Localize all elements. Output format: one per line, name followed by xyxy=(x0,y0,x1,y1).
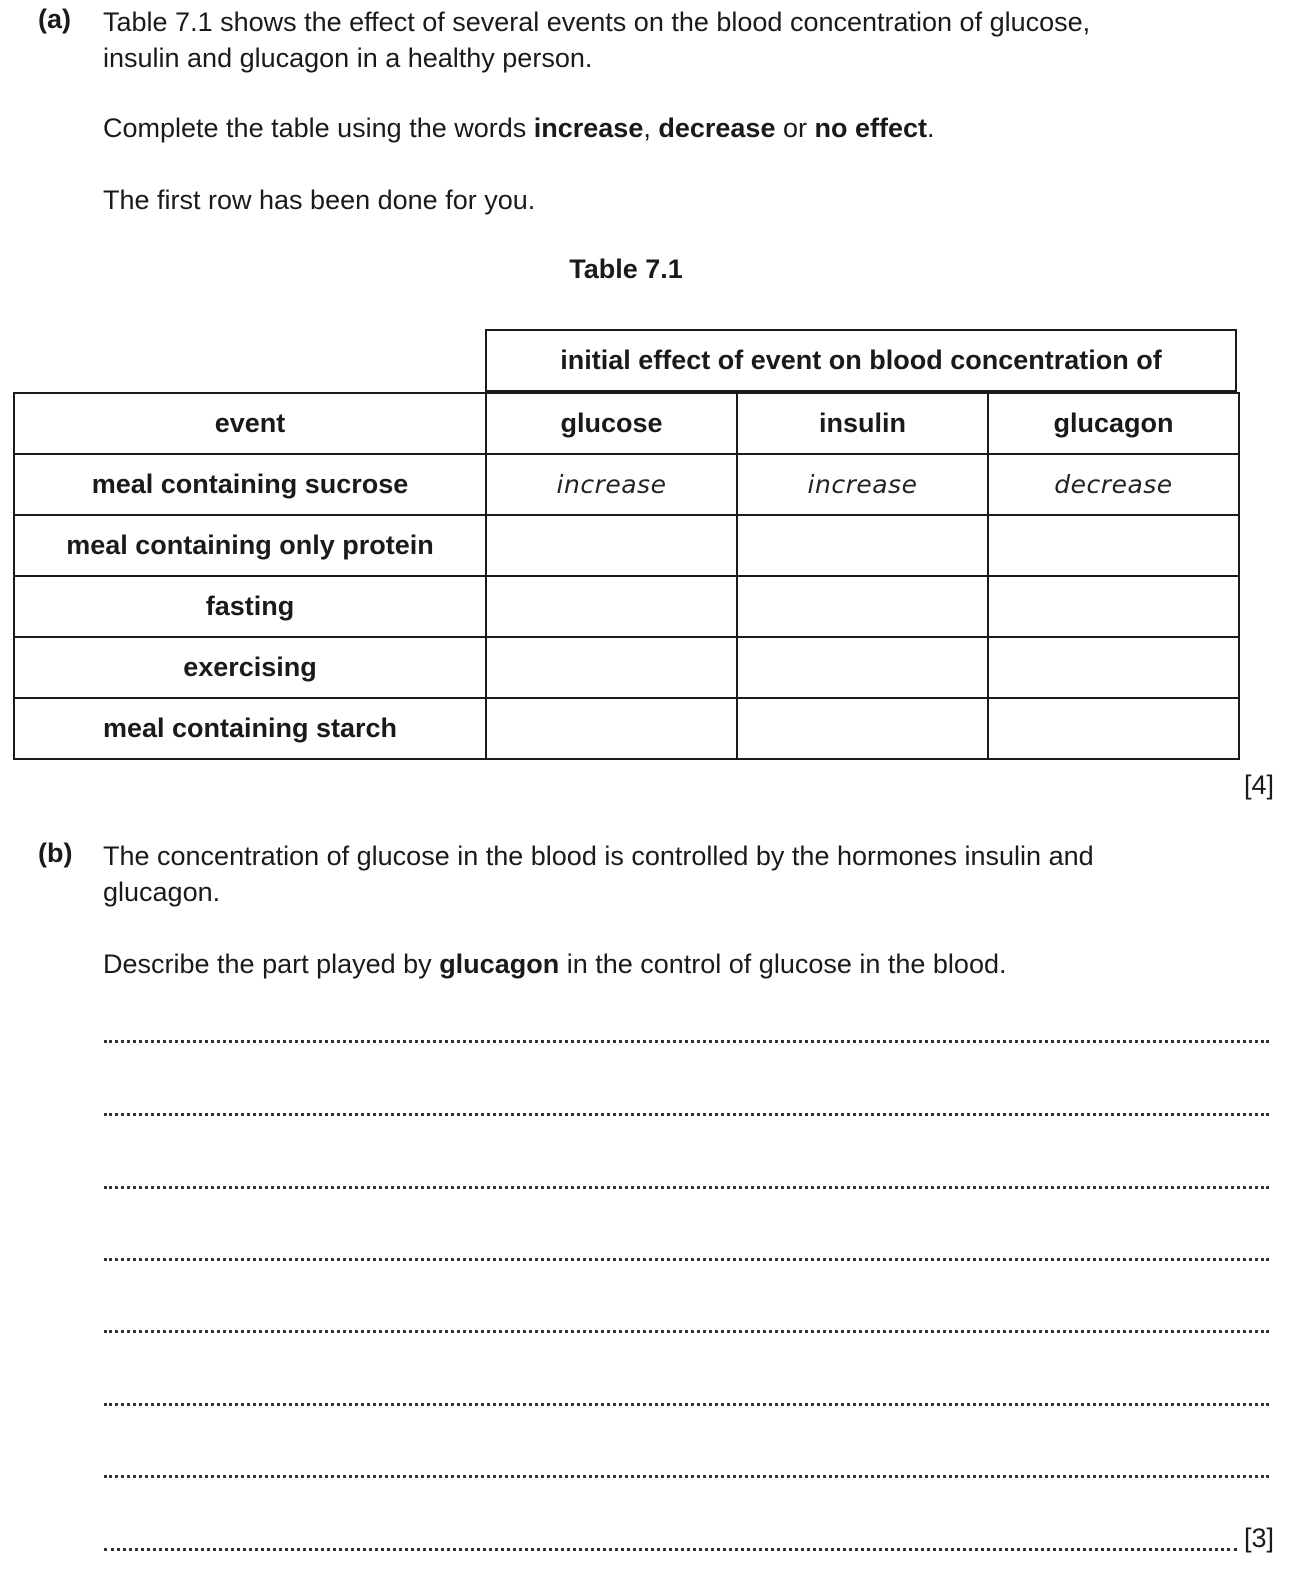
part-a-note: The first row has been done for you. xyxy=(103,185,536,215)
insulin-answer-cell[interactable] xyxy=(737,576,988,637)
answer-line-3[interactable] xyxy=(104,1186,1269,1189)
glucose-answer-cell[interactable] xyxy=(486,515,737,576)
answer-line-5[interactable] xyxy=(104,1330,1269,1333)
glucagon-cell: decrease xyxy=(988,454,1239,515)
insulin-answer-cell[interactable] xyxy=(737,637,988,698)
word-decrease: decrease xyxy=(658,113,776,143)
answer-line-2[interactable] xyxy=(104,1113,1269,1116)
word-glucagon: glucagon xyxy=(439,949,560,979)
part-b-intro xyxy=(103,838,1273,910)
part-b-intro-line2: glucagon. xyxy=(103,877,221,907)
event-cell: meal containing sucrose xyxy=(14,454,486,515)
event-cell: fasting xyxy=(14,576,486,637)
header-glucose: glucose xyxy=(486,393,737,454)
event-cell: meal containing only protein xyxy=(14,515,486,576)
header-event: event xyxy=(14,393,486,454)
table-span-header: initial effect of event on blood concentration of xyxy=(485,329,1237,392)
glucose-answer-cell[interactable] xyxy=(486,698,737,759)
insulin-answer-cell[interactable] xyxy=(737,515,988,576)
table-row xyxy=(14,454,1239,515)
table-row xyxy=(14,515,1239,576)
insulin-answer-cell[interactable] xyxy=(737,698,988,759)
part-b-intro-line1: The concentration of glucose in the blood is controlled by the hormones insulin and xyxy=(103,841,1094,871)
insulin-cell: increase xyxy=(737,454,988,515)
table-row xyxy=(14,637,1239,698)
glucose-answer-cell[interactable] xyxy=(486,637,737,698)
header-glucagon: glucagon xyxy=(988,393,1239,454)
part-a-intro-line2: insulin and glucagon in a healthy person. xyxy=(103,43,593,73)
part-b-marks: [3] xyxy=(1243,1523,1274,1553)
answer-line-4[interactable] xyxy=(104,1258,1269,1261)
table-title: Table 7.1 xyxy=(569,254,683,284)
glucagon-answer-cell[interactable] xyxy=(988,576,1239,637)
part-a-instruction: Complete the table using the words increase, decrease or no effect. xyxy=(103,113,935,143)
part-a-intro-line1: Table 7.1 shows the effect of several events on the blood concentration of glucose, xyxy=(103,7,1091,37)
event-cell: meal containing starch xyxy=(14,698,486,759)
part-a-intro xyxy=(103,4,1273,76)
results-table xyxy=(13,392,1240,760)
glucose-answer-cell[interactable] xyxy=(486,576,737,637)
glucagon-answer-cell[interactable] xyxy=(988,637,1239,698)
answer-line-1[interactable] xyxy=(104,1040,1269,1043)
table-row xyxy=(14,698,1239,759)
part-a-marks: [4] xyxy=(1243,770,1274,800)
header-insulin: insulin xyxy=(737,393,988,454)
part-b-label: (b) xyxy=(38,838,73,868)
answer-line-6[interactable] xyxy=(104,1403,1269,1406)
part-b-question: Describe the part played by glucagon in the control of glucose in the blood. xyxy=(103,949,1007,979)
glucagon-answer-cell[interactable] xyxy=(988,515,1239,576)
table-header-row xyxy=(14,393,1239,454)
glucagon-answer-cell[interactable] xyxy=(988,698,1239,759)
part-a-label: (a) xyxy=(38,4,71,34)
word-no-effect: no effect xyxy=(814,113,927,143)
table-row xyxy=(14,576,1239,637)
answer-line-7[interactable] xyxy=(104,1475,1269,1478)
glucose-cell: increase xyxy=(486,454,737,515)
word-increase: increase xyxy=(533,113,644,143)
event-cell: exercising xyxy=(14,637,486,698)
answer-line-8[interactable] xyxy=(104,1548,1237,1551)
